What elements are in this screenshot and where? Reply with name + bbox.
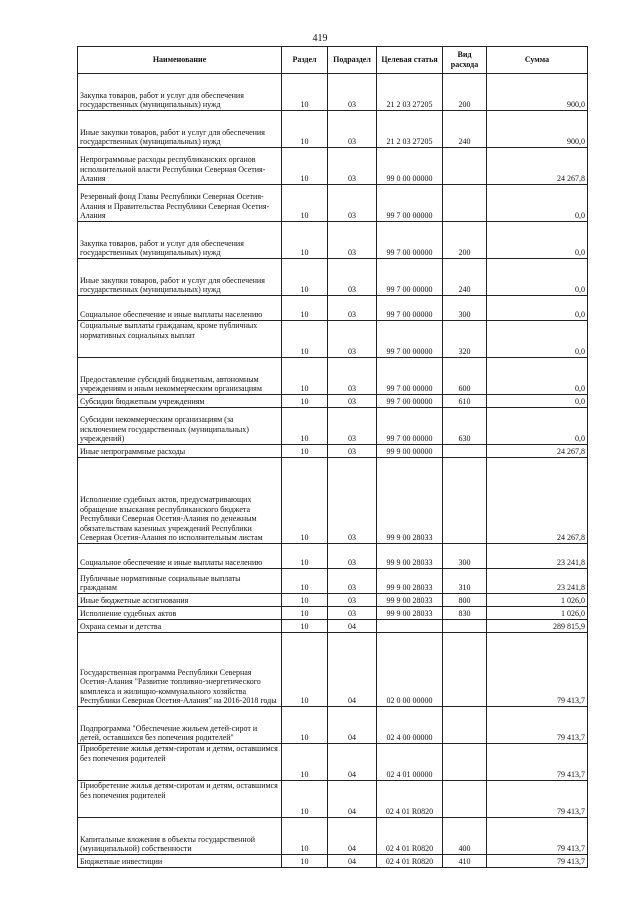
row-subsection: 03: [328, 607, 377, 620]
row-subsection: 03: [328, 358, 377, 395]
row-article: 99 9 00 28033: [377, 569, 443, 594]
header-section: Раздел: [282, 47, 328, 74]
table-row: [78, 781, 588, 818]
row-subsection: 03: [328, 544, 377, 569]
row-section: 10: [282, 633, 328, 707]
row-sum: 900,0: [487, 74, 588, 111]
row-subsection: 03: [328, 408, 377, 445]
table-row: [78, 744, 588, 781]
row-subsection: 03: [328, 296, 377, 321]
table-row: [78, 111, 588, 148]
table-row: [78, 185, 588, 222]
header-target-article: Целевая статья: [377, 47, 443, 74]
row-section: 10: [282, 74, 328, 111]
table-row: [78, 148, 588, 185]
row-sum: 23 241,8: [487, 569, 588, 594]
row-section: 10: [282, 569, 328, 594]
row-type: 800: [443, 594, 487, 607]
table-row: [78, 358, 588, 395]
row-sum: 0,0: [487, 222, 588, 259]
row-name: Бюджетные инвестиции: [78, 855, 282, 868]
row-section: 10: [282, 707, 328, 744]
row-sum: 79 413,7: [487, 707, 588, 744]
table-row: [78, 259, 588, 296]
row-type: 830: [443, 607, 487, 620]
row-sum: 0,0: [487, 358, 588, 395]
row-subsection: 04: [328, 781, 377, 818]
row-sum: 0,0: [487, 185, 588, 222]
row-article: 99 9 00 00000: [377, 445, 443, 458]
row-type: 240: [443, 111, 487, 148]
row-sum: 79 413,7: [487, 781, 588, 818]
row-subsection: 04: [328, 633, 377, 707]
row-article: 99 9 00 28033: [377, 458, 443, 544]
row-sum: 24 267,8: [487, 148, 588, 185]
row-name: Предоставление субсидий бюджетным, автономным учреждениям и иным некоммерческим организациям: [78, 358, 282, 395]
row-article: 21 2 03 27205: [377, 74, 443, 111]
row-subsection: 04: [328, 855, 377, 868]
row-name: Охрана семьи и детства: [78, 620, 282, 633]
row-sum: 0,0: [487, 296, 588, 321]
row-type: [443, 781, 487, 818]
row-article: 99 7 00 00000: [377, 395, 443, 408]
row-subsection: 04: [328, 620, 377, 633]
row-section: 10: [282, 607, 328, 620]
row-article: 99 9 00 28033: [377, 607, 443, 620]
row-article: 99 7 00 00000: [377, 408, 443, 445]
row-article: 02 4 01 R0820: [377, 818, 443, 855]
row-section: 10: [282, 594, 328, 607]
table-row: [78, 818, 588, 855]
table-row: [78, 855, 588, 868]
row-subsection: 04: [328, 818, 377, 855]
table-row: [78, 395, 588, 408]
row-type: [443, 445, 487, 458]
row-name: Субсидии некоммерческим организациям (за исключением государственных (муниципальных) учреждений): [78, 408, 282, 445]
row-type: [443, 185, 487, 222]
row-article: 02 4 01 00000: [377, 744, 443, 781]
row-type: 200: [443, 222, 487, 259]
row-subsection: 03: [328, 74, 377, 111]
row-subsection: 03: [328, 569, 377, 594]
row-type: [443, 744, 487, 781]
row-article: 99 7 00 00000: [377, 259, 443, 296]
row-type: 300: [443, 544, 487, 569]
row-section: 10: [282, 296, 328, 321]
row-section: 10: [282, 744, 328, 781]
header-sum: Сумма: [487, 47, 588, 74]
row-name: Подпрограмма "Обеспечение жильем детей-сирот и детей, оставшихся без попечения родителей": [78, 707, 282, 744]
row-sum: 0,0: [487, 321, 588, 358]
row-name: Исполнение судебных актов: [78, 607, 282, 620]
row-article: 99 9 00 28033: [377, 544, 443, 569]
row-subsection: 03: [328, 321, 377, 358]
header-name: Наименование: [78, 47, 282, 74]
row-name: Резервный фонд Главы Республики Северная Осетия-Алания и Правительства Республики Северная Осетия-Алания: [78, 185, 282, 222]
row-subsection: 04: [328, 707, 377, 744]
row-sum: 289 815,9: [487, 620, 588, 633]
row-sum: 24 267,8: [487, 458, 588, 544]
row-article: 21 2 03 27205: [377, 111, 443, 148]
row-section: 10: [282, 185, 328, 222]
row-name: Непрограммные расходы республиканских органов исполнительной власти Республики Северная Осетия-Алания: [78, 148, 282, 185]
row-section: 10: [282, 222, 328, 259]
row-type: 240: [443, 259, 487, 296]
row-name: Социальное обеспечение и иные выплаты населению: [78, 296, 282, 321]
row-name: Приобретение жилья детям-сиротам и детям, оставшимся без попечения родителей: [78, 744, 282, 781]
row-type: 310: [443, 569, 487, 594]
table-row: [78, 544, 588, 569]
row-section: 10: [282, 620, 328, 633]
row-section: 10: [282, 395, 328, 408]
row-sum: 0,0: [487, 259, 588, 296]
row-section: 10: [282, 458, 328, 544]
row-sum: 79 413,7: [487, 818, 588, 855]
row-type: [443, 633, 487, 707]
row-name: Иные закупки товаров, работ и услуг для обеспечения государственных (муниципальных) нужд: [78, 259, 282, 296]
table-row: [78, 321, 588, 358]
row-sum: 24 267,8: [487, 445, 588, 458]
table-row: [78, 296, 588, 321]
row-sum: 900,0: [487, 111, 588, 148]
row-type: 410: [443, 855, 487, 868]
row-article: 99 9 00 28033: [377, 594, 443, 607]
table-row: [78, 222, 588, 259]
row-sum: 1 026,0: [487, 594, 588, 607]
row-section: 10: [282, 445, 328, 458]
table-header-row: [78, 47, 588, 74]
row-section: 10: [282, 111, 328, 148]
row-subsection: 03: [328, 148, 377, 185]
row-type: 320: [443, 321, 487, 358]
row-sum: 0,0: [487, 395, 588, 408]
row-subsection: 03: [328, 111, 377, 148]
row-type: 300: [443, 296, 487, 321]
row-name: Приобретение жилья детям-сиротам и детям, оставшимся без попечения родителей: [78, 781, 282, 818]
row-subsection: 03: [328, 395, 377, 408]
row-article: 99 7 00 00000: [377, 321, 443, 358]
row-type: [443, 707, 487, 744]
row-name: Закупка товаров, работ и услуг для обеспечения государственных (муниципальных) нужд: [78, 222, 282, 259]
page-number: 419: [312, 33, 328, 44]
row-article: 99 0 00 00000: [377, 148, 443, 185]
budget-table: [77, 46, 588, 868]
row-sum: 0,0: [487, 408, 588, 445]
row-type: 600: [443, 358, 487, 395]
row-name: Субсидии бюджетным учреждениям: [78, 395, 282, 408]
row-section: 10: [282, 358, 328, 395]
row-section: 10: [282, 259, 328, 296]
row-article: 02 4 00 00000: [377, 707, 443, 744]
row-section: 10: [282, 408, 328, 445]
row-type: [443, 620, 487, 633]
row-sum: 79 413,7: [487, 633, 588, 707]
table-row: [78, 594, 588, 607]
table-row: [78, 620, 588, 633]
row-section: 10: [282, 544, 328, 569]
row-name: Иные закупки товаров, работ и услуг для обеспечения государственных (муниципальных) нужд: [78, 111, 282, 148]
table-row: [78, 569, 588, 594]
row-section: 10: [282, 855, 328, 868]
row-section: 10: [282, 781, 328, 818]
row-subsection: 03: [328, 445, 377, 458]
row-article: 02 4 01 R0820: [377, 855, 443, 868]
row-name: Социальные выплаты гражданам, кроме публичных нормативных социальных выплат: [78, 321, 282, 358]
row-article: 02 4 01 R0820: [377, 781, 443, 818]
row-type: 200: [443, 74, 487, 111]
row-subsection: 03: [328, 259, 377, 296]
row-name: Капитальные вложения в объекты государственной (муниципальной) собственности: [78, 818, 282, 855]
row-name: Иные непрограммные расходы: [78, 445, 282, 458]
table-row: [78, 445, 588, 458]
row-type: [443, 148, 487, 185]
row-subsection: 04: [328, 744, 377, 781]
row-article: [377, 620, 443, 633]
row-name: Публичные нормативные социальные выплаты гражданам: [78, 569, 282, 594]
row-type: [443, 458, 487, 544]
row-subsection: 03: [328, 458, 377, 544]
row-article: 99 7 00 00000: [377, 358, 443, 395]
table-row: [78, 633, 588, 707]
row-article: 99 7 00 00000: [377, 222, 443, 259]
row-section: 10: [282, 321, 328, 358]
row-article: 99 7 00 00000: [377, 296, 443, 321]
row-article: 99 7 00 00000: [377, 185, 443, 222]
table-row: [78, 74, 588, 111]
header-subsection: Подраздел: [328, 47, 377, 74]
row-section: 10: [282, 148, 328, 185]
row-type: 400: [443, 818, 487, 855]
row-sum: 79 413,7: [487, 855, 588, 868]
row-name: Государственная программа Республики Северная Осетия-Алания "Развитие топливно-энергетического комплекса и жилищно-коммунального хозяйства Республики Северная Осетия-Алания" на 2016-2018 годы: [78, 633, 282, 707]
row-name: Иные бюджетные ассигнования: [78, 594, 282, 607]
table-row: [78, 607, 588, 620]
row-sum: 79 413,7: [487, 744, 588, 781]
row-subsection: 03: [328, 594, 377, 607]
row-article: 02 0 00 00000: [377, 633, 443, 707]
row-type: 630: [443, 408, 487, 445]
row-sum: 1 026,0: [487, 607, 588, 620]
row-type: 610: [443, 395, 487, 408]
table-row: [78, 707, 588, 744]
table-row: [78, 458, 588, 544]
row-name: Исполнение судебных актов, предусматривающих обращение взыскания республиканского бюджета Республики Северная Осетия-Алания по денежным обязательствам казенных учреждений Республики Северная Осетия-Алания по исполнительным листам: [78, 458, 282, 544]
row-name: Социальное обеспечение и иные выплаты населению: [78, 544, 282, 569]
row-subsection: 03: [328, 222, 377, 259]
row-name: Закупка товаров, работ и услуг для обеспечения государственных (муниципальных) нужд: [78, 74, 282, 111]
header-expense-type: Вид расхода: [443, 47, 487, 74]
row-subsection: 03: [328, 185, 377, 222]
row-section: 10: [282, 818, 328, 855]
table-row: [78, 408, 588, 445]
row-sum: 23 241,8: [487, 544, 588, 569]
